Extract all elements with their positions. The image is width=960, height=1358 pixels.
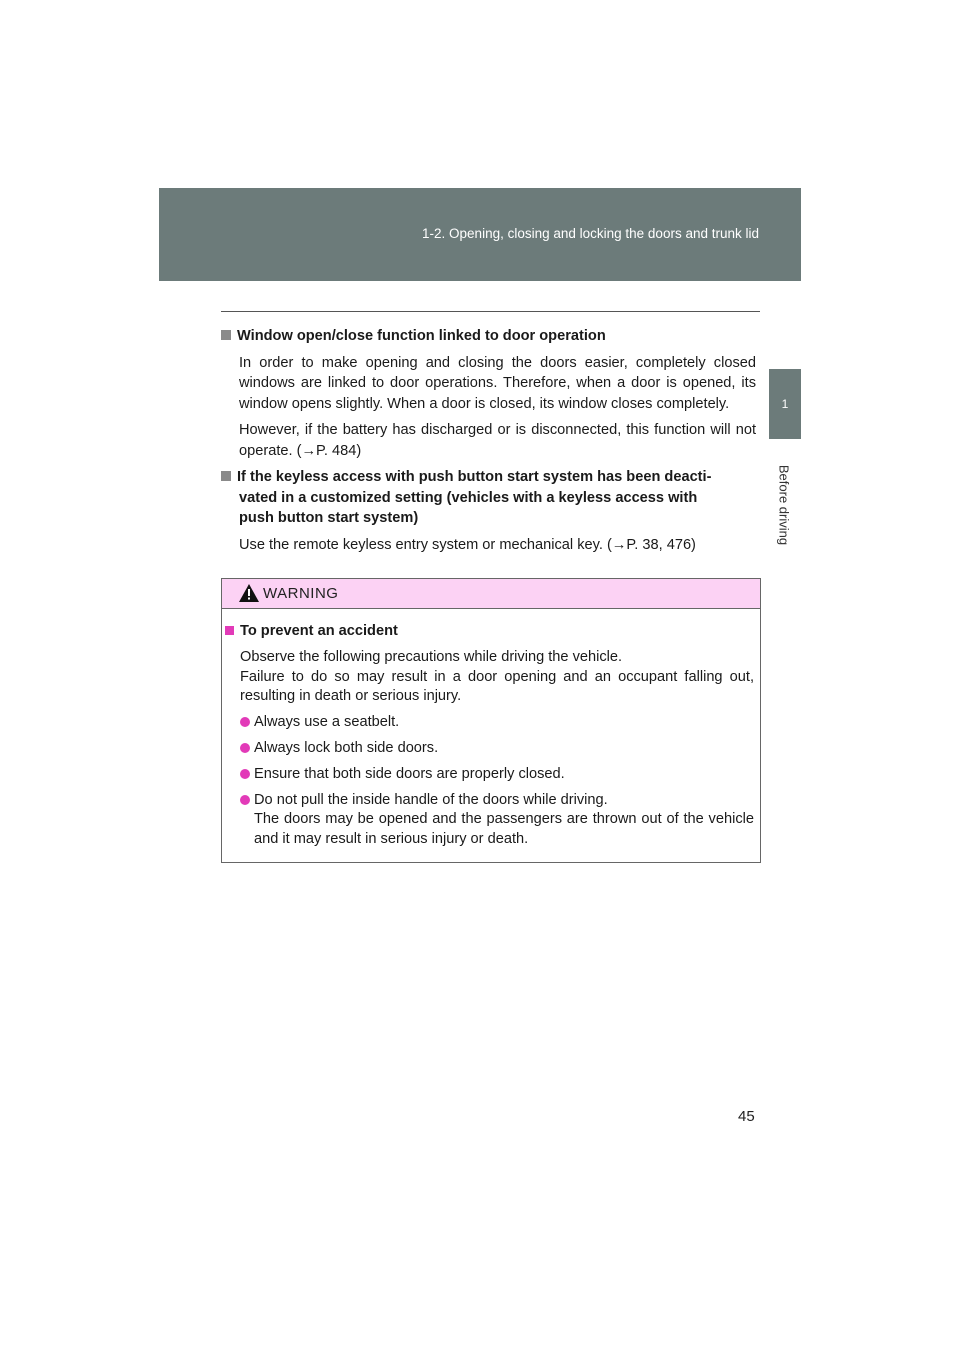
circle-bullet-icon [240,795,250,805]
chapter-tab [769,369,801,439]
section-heading: If the keyless access with push button start system has been deacti- vated in a customized setting (vehicles with a keyless access with push button start system) [221,467,756,529]
warning-heading: To prevent an accident [225,622,754,642]
warning-header [222,579,760,609]
section-paragraph: Use the remote keyless entry system or mechanical key. (→P. 38, 476) [239,536,696,553]
circle-bullet-icon [240,743,250,753]
warning-intro: Observe the following precautions while driving the vehicle. Failure to do so may result in a door opening and an occupant falling out, resulting in death or serious injury. [240,648,754,705]
square-bullet-icon [221,471,231,481]
warning-bullet: Ensure that both side doors are properly closed. [240,765,754,785]
chapter-title: 1-2. Opening, closing and locking the doors and trunk lid [422,226,759,241]
section-divider [221,311,760,312]
circle-bullet-icon [240,717,250,727]
square-bullet-icon [225,626,234,635]
circle-bullet-icon [240,769,250,779]
chapter-number: 1 [781,397,789,411]
warning-body [222,609,760,850]
warning-bullet: Do not pull the inside handle of the doors while driving. The doors may be opened and the passengers are thrown out of the vehicle and it may result in serious injury or death. [240,791,754,850]
warning-triangle-icon [239,584,259,602]
chapter-side-label: Before driving [776,464,792,546]
section-paragraph: In order to make opening and closing the doors easier, completely closed windows are linked to door operations. Therefore, when a door is opened, its window opens slightly. When a door is closed, its window closes completely. [239,354,756,412]
chapter-header [159,188,801,281]
warning-bullet: Always use a seatbelt. [240,713,754,733]
warning-box [221,578,761,863]
page-number: 45 [738,1108,755,1125]
warning-label: WARNING [263,585,339,602]
main-content [221,326,756,555]
square-bullet-icon [221,330,231,340]
section-heading: Window open/close function linked to door operation [221,326,756,347]
section-paragraph: However, if the battery has discharged or is disconnected, this function will not operate. (→P. 484) [239,422,756,459]
warning-bullet: Always lock both side doors. [240,739,754,759]
